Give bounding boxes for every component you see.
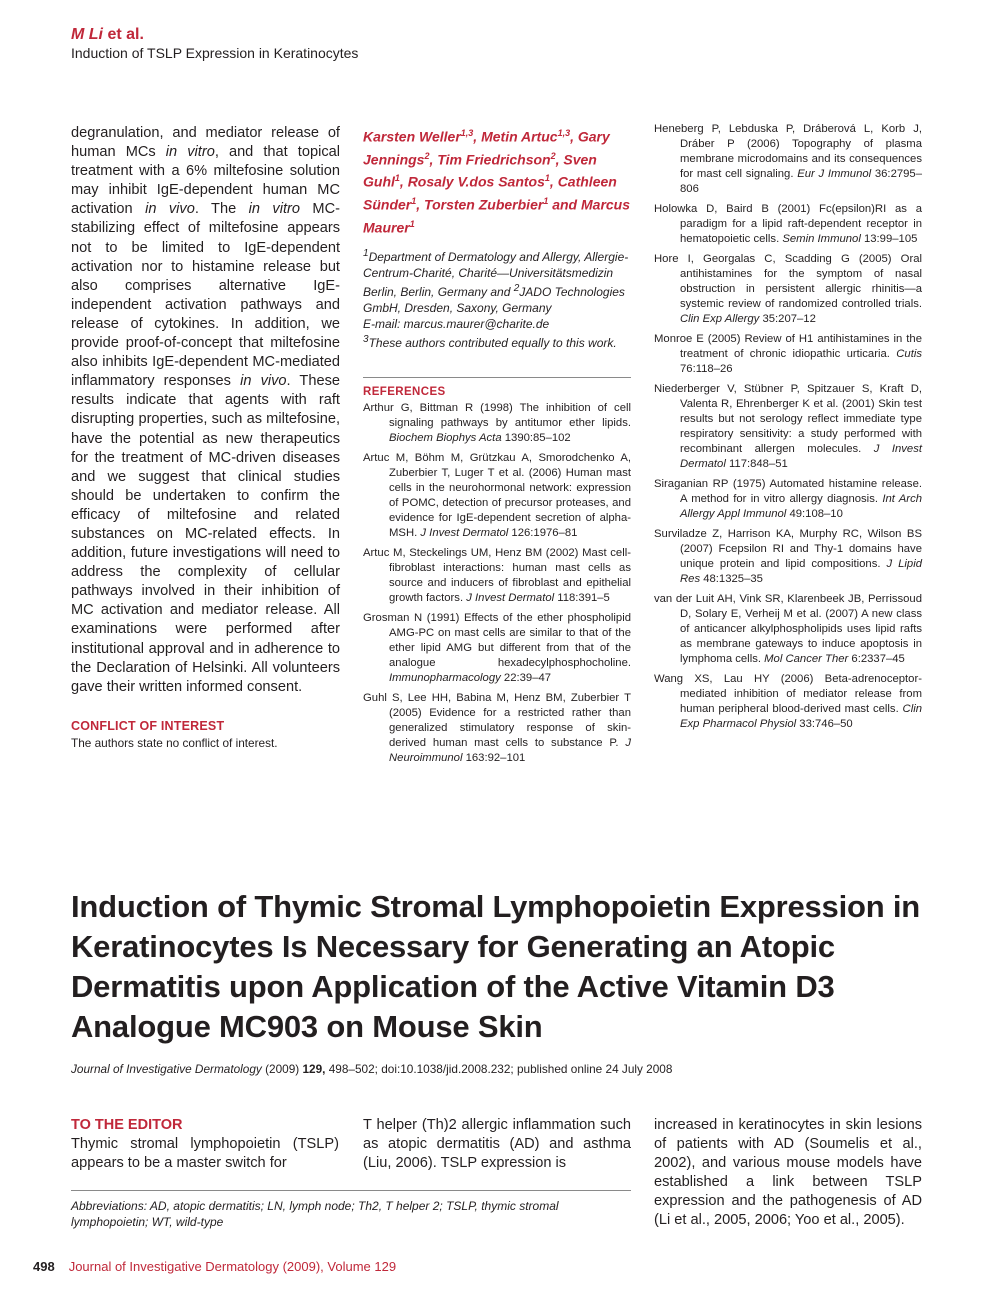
letter-column-3 <box>654 1116 922 1231</box>
letter-column-2 <box>363 1116 631 1173</box>
corresponding-email: E-mail: marcus.maurer@charite.de <box>363 317 550 332</box>
letter-text-3: increased in keratinocytes in skin lesions of patients with AD (Soumelis et al., 2002), and various mouse models have established a link between TSLP expression and the pathogenesis of AD (Li et al., 2005, 2006; Yoo et al., 2005). <box>654 1117 922 1229</box>
reference-entry: Monroe E (2005) Review of H1 antihistamines in the treatment of chronic idiopathic urticaria. Cutis 76:118–26 <box>654 333 922 375</box>
references-divider <box>363 377 631 378</box>
page-number: 498 <box>33 1259 55 1274</box>
author-list: Karsten Weller$^{1,3}$, Metin Artuc$^{1,3}$, Gary Jennings$^2$, Tim Friedrichson$^2$, Sven Guhl$^1$, Rosaly V.dos Santos$^1$, Cathleen Sünder$^1$, Torsten Zuberbier$^1$ and Marcus Maurer$^1$ <box>363 128 631 236</box>
letter-column-1 <box>71 1116 339 1173</box>
reference-entry: van der Luit AH, Vink SR, Klarenbeek JB, Perrissoud D, Solary E, Verheij M et al. (2007) A new class of anticancer alkylphospholipids uses lipid rafts as membrane gateways to induce apoptosis in lymphoma cells. Mol Cancer Ther 6:2337–45 <box>654 593 922 665</box>
reference-entry: Wang XS, Lau HY (2006) Beta-adrenoceptor-mediated inhibition of mediator release from human peripheral blood-derived mast cells. Clin Exp Pharmacol Physiol 33:746–50 <box>654 673 922 730</box>
reference-entry: Artuc M, Böhm M, Grützkau A, Smorodchenko A, Zuberbier T, Luger T et al. (2006) Human mast cells in the neurohormonal network: expression of POMC, detection of precursor proteases, and evidence for IgE-dependent secretion of alpha-MSH. J Invest Dermatol 126:1976–81 <box>363 452 631 540</box>
conflict-heading: CONFLICT OF INTEREST <box>71 718 225 733</box>
reference-entry: Holowka D, Baird B (2001) Fc(epsilon)RI as a paradigm for a lipid raft-dependent receptor in hematopoietic cells. Semin Immunol 13:99–105 <box>654 203 922 245</box>
reference-entry: Niederberger V, Stübner P, Spitzauer S, Kraft D, Valenta R, Ehrenberger K et al. (2001) Skin test results but not serology reflect immediate type respiratory sensitivity: a study performed with recombinant allergen molecules. J Invest Dermatol 117:848–51 <box>654 383 922 470</box>
reference-entry: Artuc M, Steckelings UM, Henz BM (2002) Mast cell-fibroblast interactions: human mast cells as source and inducers of fibroblast and epithelial growth factors. J Invest Dermatol 118:391–5 <box>363 547 631 605</box>
reference-list <box>654 122 922 732</box>
previous-article-body: degranulation, and mediator release of human MCs in vitro, and that topical treatment with a 6% miltefosine solution may inhibit IgE-dependent human MC activation in vivo. The in vitro MC-stabilizing effect of miltefosine appears not to be limited to IgE-dependent activation nor to histamine release but also comprises alternative IgE-independent activation pathways and release of cytokines. In addition, we provide proof-of-concept that miltefosine also inhibits IgE-dependent MC-mediated inflammatory responses in vivo. These results indicate that agents with raft disrupting properties, such as miltefosine, have the potential as new therapeutics for the treatment of MC-driven diseases and we suggest that clinical studies should be undertaken to confirm the efficacy of miltefosine and related substances on MC-related effects. In addition, future investigations will need to address the complexity of cellular pathways involved in their inhibition of MC activation and mediator release. All examinations were performed after institutional approval and in adherence to the Declaration of Helsinki. All volunteers gave their written informed consent. <box>71 125 340 695</box>
reference-entry: Guhl S, Lee HH, Babina M, Henz BM, Zuberbier T (2005) Evidence for a restricted rather than generalized stimulatory response of skin-derived human mast cells to substance P. J Neuroimmunol 163:92–101 <box>363 692 631 765</box>
reference-entry: Arthur G, Bittman R (1998) The inhibition of cell signaling pathways by antitumor ether lipids. Biochem Biophys Acta 1390:85–102 <box>363 402 631 445</box>
reference-entry: Siraganian RP (1975) Automated histamine release. A method for in vitro allergy diagnosis. Int Arch Allergy Appl Immunol 49:108–10 <box>654 478 923 520</box>
footer-journal: Journal of Investigative Dermatology (2009), Volume 129 <box>68 1259 397 1274</box>
affiliations: $^1$Department of Dermatology and Allergy, Allergie-Centrum-Charité, Charité—Universitätsmedizin Berlin, Berlin, Germany and $^2$JADO Technologies GmbH, Dresden, Saxony, Germany E-mail: marcus.maurer@charite.de $^3$These authors contributed equally to this work. <box>363 246 631 351</box>
page-footer <box>33 1259 396 1274</box>
reference-entry: Heneberg P, Lebduska P, Dráberová L, Korb J, Dráber P (2006) Topography of plasma membrane microdomains and its consequences for mast cell signaling. Eur J Immunol 36:2795–806 <box>654 123 922 195</box>
reference-entry: Hore I, Georgalas C, Scadding G (2005) Oral antihistamines for the symptom of nasal obstruction in persistent allergic rhinitis—a systemic review of randomized controlled trials. Clin Exp Allergy 35:207–12 <box>654 253 922 325</box>
article-title: Induction of Thymic Stromal Lymphopoietin Expression in Keratinocytes Is Necessary for Generating an Atopic Dermatitis upon Application of the Active Vitamin D3 Analogue MC903 on Mouse Skin <box>71 889 921 1044</box>
previous-article-column <box>71 124 340 751</box>
article-citation: Journal of Investigative Dermatology (2009) 129, 498–502; doi:10.1038/jid.2008.232; published online 24 July 2008 <box>71 1062 673 1076</box>
letter-text-2: T helper (Th)2 allergic inflammation such as atopic dermatitis (AD) and asthma (Liu, 2006). TSLP expression is <box>363 1117 631 1172</box>
reference-entry: Grosman N (1991) Effects of the ether phospholipid AMG-PC on mast cells are similar to that of the ether lipid AMG but different from that of the analogue hexadecylphosphocholine. Immunopharmacology 22:39–47 <box>363 612 631 685</box>
references-column-2 <box>654 122 922 737</box>
references-heading: REFERENCES <box>363 386 446 399</box>
running-head-title: Induction of TSLP Expression in Keratinocytes <box>71 45 359 61</box>
authors-references-column <box>363 124 631 771</box>
abbreviations-divider <box>71 1190 631 1191</box>
reference-entry: Surviladze Z, Harrison KA, Murphy RC, Wilson BS (2007) Fcepsilon RI and Thy-1 domains have unique protein and lipid compositions. J Lipid Res 48:1325–35 <box>654 528 923 585</box>
conflict-text: The authors state no conflict of interest. <box>71 735 278 750</box>
letter-text-1: Thymic stromal lymphopoietin (TSLP) appears to be a master switch for <box>71 1136 339 1172</box>
reference-list <box>363 401 631 766</box>
abbreviations: Abbreviations: AD, atopic dermatitis; LN, lymph node; Th2, T helper 2; TSLP, thymic stromal lymphopoietin; WT, wild-type <box>71 1199 559 1229</box>
running-head-author: M Li et al. <box>71 26 144 43</box>
to-the-editor-heading: TO THE EDITOR <box>71 1117 183 1133</box>
